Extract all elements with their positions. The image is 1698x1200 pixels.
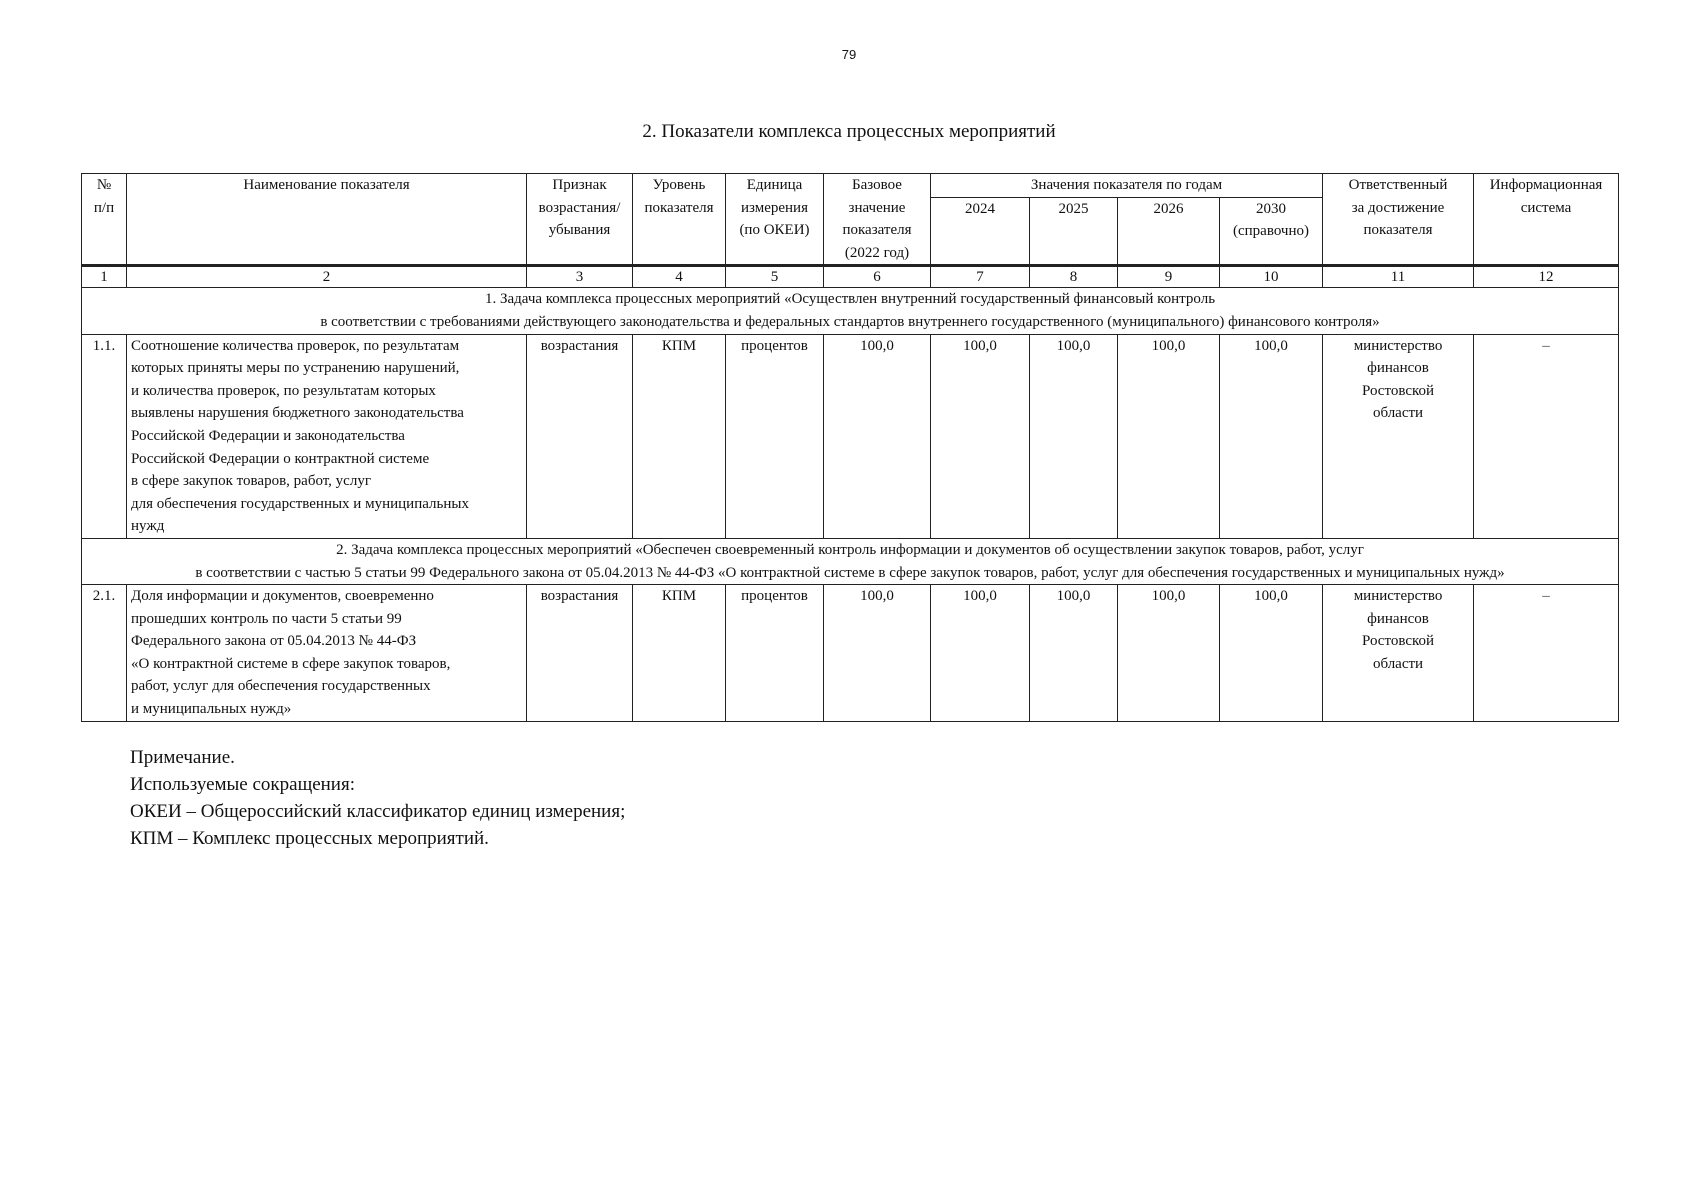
column-number: 6 xyxy=(824,266,931,288)
column-number: 5 xyxy=(726,266,824,288)
header-indicator-name: Наименование показателя xyxy=(127,174,527,266)
header-year-2024: 2024 xyxy=(931,197,1030,266)
indicator-unit: процентов xyxy=(726,334,824,538)
task-title: 2. Задача комплекса процессных мероприятий «Обеспечен своевременный контроль информации и документов об осуществлении закупок товаров, работ, услуг в соответствии с частью 5 статьи 99 Федерального закона от 05.04.2013 № 44-ФЗ «О контрактной системе в сфере закупок товаров, работ, услуг для обеспечения государственных и муниципальных нужд» xyxy=(82,538,1619,584)
indicator-level: КПМ xyxy=(633,585,726,722)
header-year-2025: 2025 xyxy=(1030,197,1118,266)
indicator-base-value: 100,0 xyxy=(824,334,931,538)
column-number: 12 xyxy=(1474,266,1619,288)
indicator-row xyxy=(82,585,1619,722)
notes-heading: Примечание. xyxy=(130,747,235,768)
header-responsible: Ответственный за достижение показателя xyxy=(1323,174,1474,266)
indicator-sign: возрастания xyxy=(527,334,633,538)
indicator-value-2026: 100,0 xyxy=(1118,334,1220,538)
header-years-group: Значения показателя по годам xyxy=(931,174,1323,198)
indicator-number: 2.1. xyxy=(82,585,127,722)
column-number: 10 xyxy=(1220,266,1323,288)
indicator-responsible: министерство финансов Ростовской области xyxy=(1323,334,1474,538)
abbreviation-okei: ОКЕИ – Общероссийский классификатор единиц измерения; xyxy=(130,801,626,822)
indicator-responsible: министерство финансов Ростовской области xyxy=(1323,585,1474,722)
header-sign: Признак возрастания/ убывания xyxy=(527,174,633,266)
column-number: 11 xyxy=(1323,266,1474,288)
task-row xyxy=(82,538,1619,584)
indicator-value-2030: 100,0 xyxy=(1220,334,1323,538)
column-number: 1 xyxy=(82,266,127,288)
abbreviations-heading: Используемые сокращения: xyxy=(130,774,355,795)
column-number: 8 xyxy=(1030,266,1118,288)
header-year-2026: 2026 xyxy=(1118,197,1220,266)
header-row xyxy=(82,174,1619,198)
indicator-unit: процентов xyxy=(726,585,824,722)
indicator-value-2030: 100,0 xyxy=(1220,585,1323,722)
header-number: № п/п xyxy=(82,174,127,266)
column-number: 7 xyxy=(931,266,1030,288)
indicator-number: 1.1. xyxy=(82,334,127,538)
task-title: 1. Задача комплекса процессных мероприятий «Осуществлен внутренний государственный финансовый контроль в соответствии с требованиями действующего законодательства и федеральных стандартов внутреннего государственного (муниципального) финансового контроля» xyxy=(82,288,1619,334)
indicator-value-2024: 100,0 xyxy=(931,334,1030,538)
column-number: 4 xyxy=(633,266,726,288)
header-level: Уровень показателя xyxy=(633,174,726,266)
column-numbers-row xyxy=(82,266,1619,288)
header-base-value: Базовое значение показателя (2022 год) xyxy=(824,174,931,266)
column-number: 3 xyxy=(527,266,633,288)
indicator-value-2025: 100,0 xyxy=(1030,334,1118,538)
section-title: 2. Показатели комплекса процессных мероприятий xyxy=(642,121,1056,142)
indicator-value-2025: 100,0 xyxy=(1030,585,1118,722)
page-number: 79 xyxy=(841,47,857,62)
abbreviation-kpm: КПМ – Комплекс процессных мероприятий. xyxy=(130,828,489,849)
header-unit: Единица измерения (по ОКЕИ) xyxy=(726,174,824,266)
indicators-table xyxy=(81,173,1619,722)
task-row xyxy=(82,288,1619,334)
indicator-row xyxy=(82,334,1619,538)
indicator-sign: возрастания xyxy=(527,585,633,722)
indicator-info-system: – xyxy=(1474,585,1619,722)
header-info-system: Информационная система xyxy=(1474,174,1619,266)
column-number: 2 xyxy=(127,266,527,288)
indicator-base-value: 100,0 xyxy=(824,585,931,722)
column-number: 9 xyxy=(1118,266,1220,288)
indicator-info-system: – xyxy=(1474,334,1619,538)
indicator-name: Доля информации и документов, своевременно прошедших контроль по части 5 статьи 99 Федерального закона от 05.04.2013 № 44-ФЗ «О контрактной системе в сфере закупок товаров, работ, услуг для обеспечения государственных и муниципальных нужд» xyxy=(127,585,527,722)
indicator-value-2026: 100,0 xyxy=(1118,585,1220,722)
notes-block xyxy=(130,744,625,852)
indicator-value-2024: 100,0 xyxy=(931,585,1030,722)
header-year-2030: 2030 (справочно) xyxy=(1220,197,1323,266)
indicator-name: Соотношение количества проверок, по результатам которых приняты меры по устранению нарушений, и количества проверок, по результатам которых выявлены нарушения бюджетного законодательства Российской Федерации и законодательства Российской Федерации о контрактной системе в сфере закупок товаров, работ, услуг для обеспечения государственных и муниципальных нужд xyxy=(127,334,527,538)
indicator-level: КПМ xyxy=(633,334,726,538)
